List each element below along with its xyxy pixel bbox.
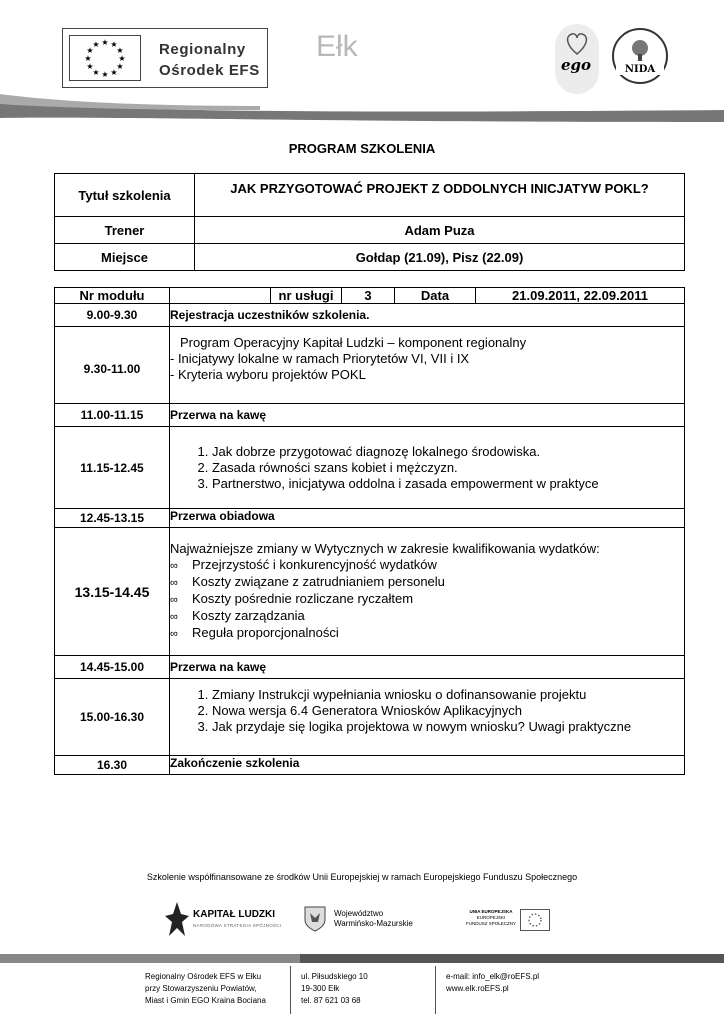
row-text: Zakończenie szkolenia <box>170 756 685 775</box>
table-row <box>55 756 685 775</box>
date-label: Data <box>395 288 476 304</box>
row-text: Rejestracja uczestników szkolenia. <box>170 304 685 327</box>
kl-name: KAPITAŁ LUDZKI <box>193 909 276 920</box>
svg-text:★: ★ <box>92 40 100 49</box>
place-value: Gołdap (21.09), Pisz (22.09) <box>195 244 685 271</box>
svg-text:★: ★ <box>116 46 124 55</box>
service-label: nr usługi <box>271 288 342 304</box>
training-info-table <box>54 173 685 271</box>
list-item: ∞ Koszty zarządzania <box>170 608 684 625</box>
row-time: 11.00-11.15 <box>55 404 170 427</box>
list-item: ∞ Reguła proporcjonalności <box>170 625 684 642</box>
service-value: 3 <box>342 288 395 304</box>
nida-label: NIDA <box>616 64 664 75</box>
trainer-key: Trener <box>55 217 195 244</box>
row-intro: Najważniejsze zmiany w Wytycznych w zakresie kwalifikowania wydatków: <box>170 541 600 556</box>
svg-text:★: ★ <box>92 68 100 77</box>
list-item: 1. Zmiany Instrukcji wypełniania wniosku o dofinansowanie projektu <box>212 687 684 703</box>
schedule-table <box>54 287 685 775</box>
date-value: 21.09.2011, 22.09.2011 <box>476 288 685 304</box>
row-time: 13.15-14.45 <box>55 528 170 656</box>
footer-divider-accent <box>0 954 300 963</box>
address-column-contact: e-mail: info_elk@roEFS.pl www.elk.roEFS.pl <box>446 972 540 993</box>
topic-list <box>170 444 684 492</box>
list-item: 2. Nowa wersja 6.4 Generatora Wniosków Aplikacyjnych <box>212 703 684 719</box>
eu-flag-icon <box>69 35 141 81</box>
list-item: 2. Zasada równości szans kobiet i mężczyzn. <box>212 460 684 476</box>
svg-text:★: ★ <box>101 38 109 47</box>
list-item: 3. Jak przydaje się logika projektowa w nowym wniosku? Uwagi praktyczne <box>212 719 684 735</box>
table-row <box>55 327 685 404</box>
bullet-list <box>170 557 684 642</box>
table-row <box>55 679 685 756</box>
stork-icon <box>563 30 591 56</box>
row-time: 14.45-15.00 <box>55 656 170 679</box>
footer-separator <box>290 966 291 1014</box>
module-value <box>170 288 271 304</box>
voivodeship-label: Województwo Warmińsko-Mazurskie <box>334 909 413 928</box>
table-row <box>55 509 685 528</box>
table-row <box>55 404 685 427</box>
topic-list <box>170 687 684 735</box>
row-content <box>170 427 685 509</box>
table-row <box>55 304 685 327</box>
svg-text:★: ★ <box>110 40 118 49</box>
row-time: 11.15-12.45 <box>55 427 170 509</box>
row-content <box>170 327 685 404</box>
row-time: 16.30 <box>55 756 170 775</box>
program-line: - Kryteria wyboru projektów POKL <box>170 367 366 382</box>
svg-text:★: ★ <box>116 62 124 71</box>
row-text: Przerwa obiadowa <box>170 509 685 528</box>
footer-separator <box>435 966 436 1014</box>
row-time: 9.00-9.30 <box>55 304 170 327</box>
svg-text:★: ★ <box>84 54 92 63</box>
header-swoosh <box>0 92 724 132</box>
eu-esf-label: UNIA EUROPEJSKA EUROPEJSKI FUNDUSZ SPOŁECZNY <box>466 909 517 926</box>
row-time: 9.30-11.00 <box>55 327 170 404</box>
program-line: - Inicjatywy lokalne w ramach Priorytetów VI, VII i IX <box>170 351 470 366</box>
address-column-org: Regionalny Ośrodek EFS w Ełku przy Stowarzyszeniu Powiatów, Miast i Gmin EGO Kraina Bociana <box>145 972 266 1005</box>
page-title: PROGRAM SZKOLENIA <box>288 141 436 156</box>
svg-text:★: ★ <box>86 46 94 55</box>
nida-logo <box>612 28 668 84</box>
table-row <box>55 656 685 679</box>
svg-text:★: ★ <box>86 62 94 71</box>
org-name: Regionalny Ośrodek EFS <box>159 41 260 79</box>
list-item: 1. Jak dobrze przygotować diagnozę lokalnego środowiska. <box>212 444 684 460</box>
kl-subtitle: NARODOWA STRATEGIA SPÓJNOŚCI <box>193 923 282 928</box>
row-content <box>170 679 685 756</box>
module-label: Nr modułu <box>55 288 170 304</box>
city-label: Ełk <box>316 30 358 63</box>
svg-text:★: ★ <box>110 68 118 77</box>
svg-text:★: ★ <box>118 54 126 63</box>
tree-icon <box>628 38 652 62</box>
voivodeship-crest-icon <box>304 906 326 932</box>
ego-label: ego <box>561 56 592 74</box>
title-key: Tytuł szkolenia <box>55 174 195 217</box>
row-text: Przerwa na kawę <box>170 656 685 679</box>
list-item: ∞ Koszty pośrednie rozliczane ryczałtem <box>170 591 684 608</box>
regional-efs-logo <box>62 28 268 88</box>
list-item: ∞ Przejrzystość i konkurencyjność wydatków <box>170 557 684 574</box>
star-shape-icon <box>165 902 189 936</box>
list-item: 3. Partnerstwo, inicjatywa oddolna i zasada empowerment w praktyce <box>212 476 684 492</box>
table-row <box>55 427 685 509</box>
eu-flag-small-icon <box>520 909 550 931</box>
row-time: 12.45-13.15 <box>55 509 170 528</box>
address-column-street: ul. Piłsudskiego 10 19-300 Ełk tel. 87 621 03 68 <box>301 972 368 1005</box>
program-line: Program Operacyjny Kapitał Ludzki – komponent regionalny <box>180 335 527 350</box>
svg-text:★: ★ <box>101 70 109 79</box>
row-text: Przerwa na kawę <box>170 404 685 427</box>
list-item: ∞ Koszty związane z zatrudnianiem personelu <box>170 574 684 591</box>
ego-logo <box>555 24 599 94</box>
row-time: 15.00-16.30 <box>55 679 170 756</box>
kapital-ludzki-logo <box>165 902 282 936</box>
title-value: JAK PRZYGOTOWAĆ PROJEKT Z ODDOLNYCH INICJATYW POKL? <box>195 174 685 217</box>
schedule-header <box>55 288 685 304</box>
cofunding-note: Szkolenie współfinansowane ze środków Unii Europejskiej w ramach Europejskiego Funduszu Społecznego <box>146 872 578 882</box>
row-content <box>170 528 685 656</box>
trainer-value: Adam Puza <box>195 217 685 244</box>
place-key: Miejsce <box>55 244 195 271</box>
table-row <box>55 528 685 656</box>
